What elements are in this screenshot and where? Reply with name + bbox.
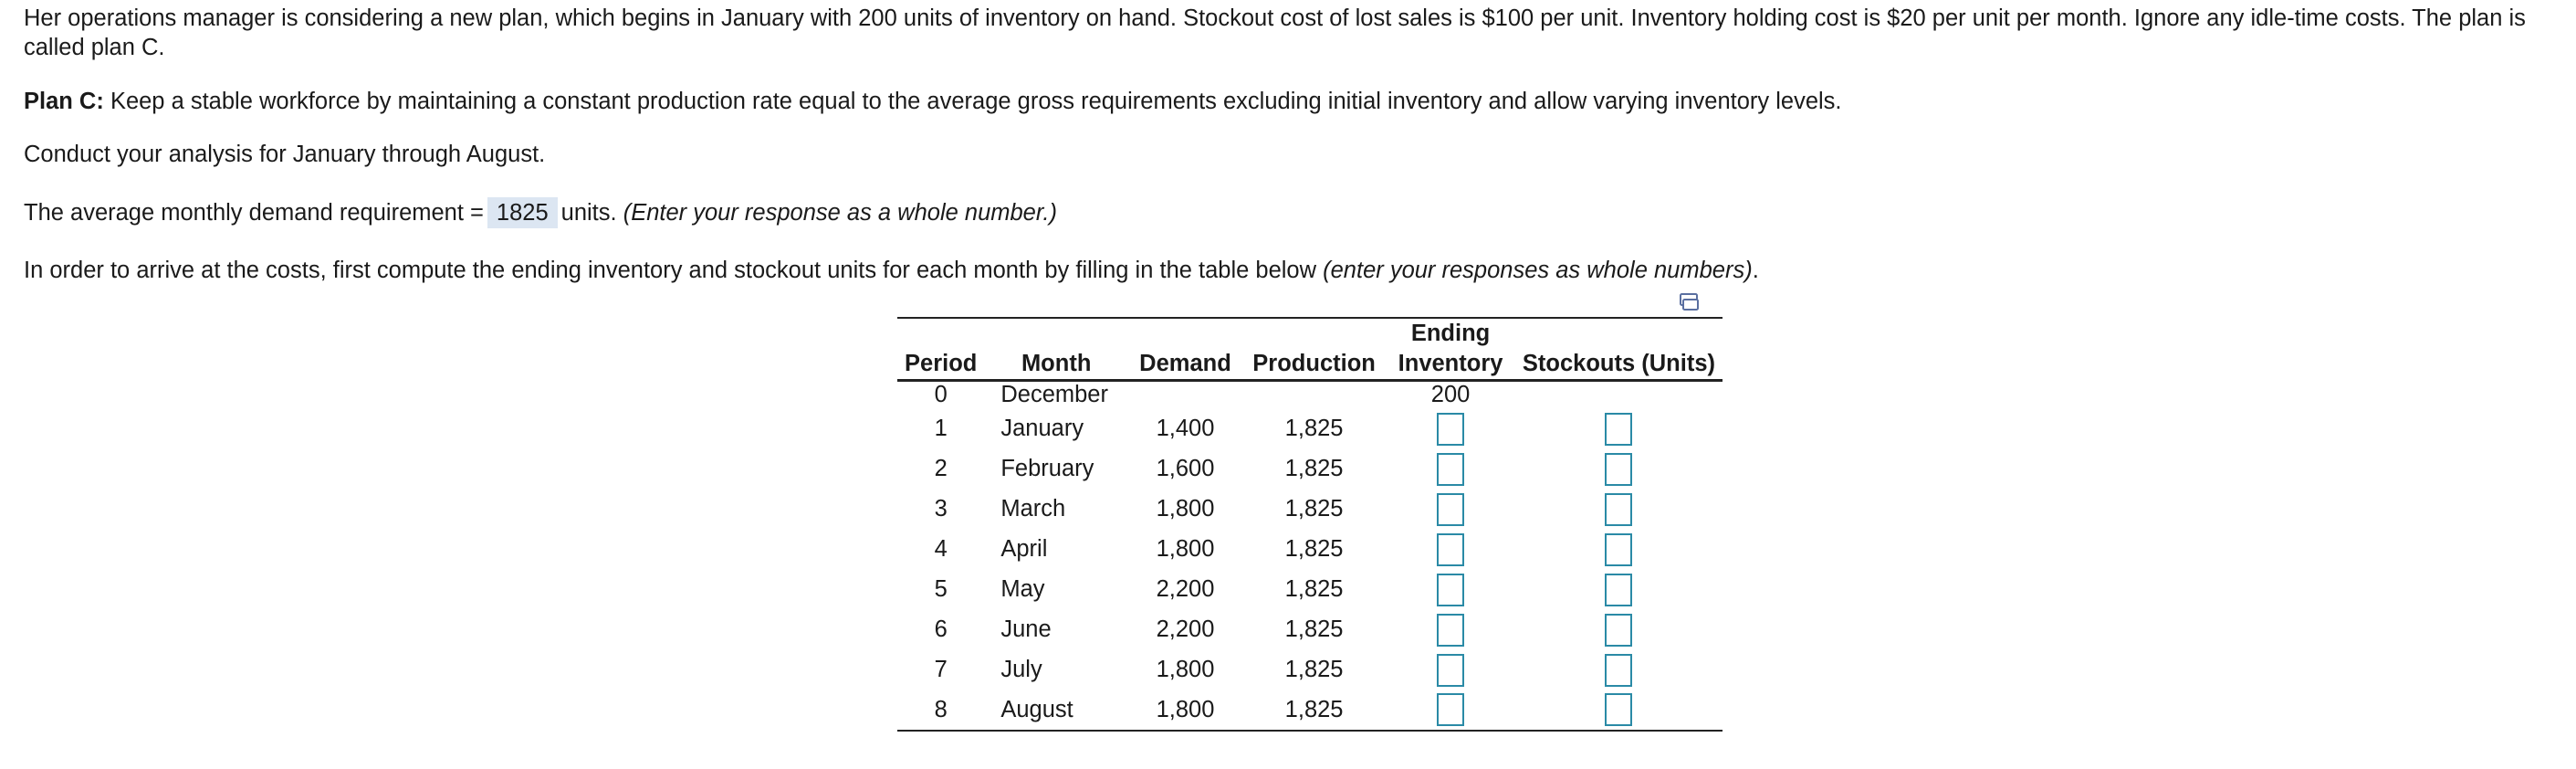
ending-inventory-input[interactable]	[1437, 574, 1464, 606]
demand-cell: 1,600	[1156, 456, 1215, 481]
period-cell: 0	[934, 382, 948, 408]
table-row	[897, 449, 1723, 490]
period-cell: 2	[934, 456, 948, 481]
production-cell: 1,825	[1284, 616, 1344, 642]
stockouts-input[interactable]	[1605, 574, 1632, 606]
header-production: Production	[1242, 349, 1386, 381]
ending-inventory-input[interactable]	[1437, 493, 1464, 526]
stockouts-input[interactable]	[1605, 614, 1632, 647]
average-hint: (Enter your response as a whole number.)	[623, 200, 1057, 226]
instruction-text: In order to arrive at the costs, first compute the ending inventory and stockout units for each month by filling in the table below	[24, 258, 1317, 283]
plan-text: Keep a stable workforce by maintaining a constant production rate equal to the average gross requirements excluding initial inventory and allow varying inventory levels.	[110, 89, 1842, 114]
demand-cell: 1,800	[1156, 496, 1215, 521]
period-cell: 6	[934, 616, 948, 642]
ending-inventory-input[interactable]	[1437, 533, 1464, 566]
demand-cell: 1,800	[1156, 657, 1215, 682]
stockouts-input[interactable]	[1605, 693, 1632, 726]
month-cell: February	[1000, 456, 1094, 481]
production-cell: 1,825	[1284, 657, 1344, 682]
analysis-text: Conduct your analysis for January through August.	[24, 142, 546, 167]
ending-inventory-input[interactable]	[1437, 413, 1464, 446]
production-cell: 1,825	[1284, 416, 1344, 441]
header-ending: Ending	[1386, 318, 1515, 349]
table-row	[897, 409, 1723, 449]
stockouts-input[interactable]	[1605, 493, 1632, 526]
production-cell: 1,825	[1284, 576, 1344, 602]
header-month: Month	[984, 349, 1128, 381]
table-row	[897, 610, 1723, 650]
plan-paragraph	[24, 87, 1842, 116]
intro-line-1: Her operations manager is considering a new plan, which begins in January with 200 units of inventory on hand. Stockout cost of lost sales is $100 per unit. Inventory holding cost is $20 per unit per month. Ignore any idle-time costs. The plan is	[24, 5, 2526, 31]
table-header-row	[897, 349, 1723, 381]
initial-inventory-cell: 200	[1430, 382, 1471, 408]
demand-cell: 2,200	[1156, 576, 1215, 602]
table-row	[897, 530, 1723, 570]
production-cell: 1,825	[1242, 690, 1386, 731]
month-cell: March	[1000, 496, 1066, 521]
demand-cell: 2,200	[1156, 616, 1215, 642]
month-cell: July	[1000, 657, 1042, 682]
average-demand-line	[24, 197, 1057, 228]
period-cell: 3	[934, 496, 948, 521]
stockouts-input[interactable]	[1605, 413, 1632, 446]
month-cell: May	[1000, 576, 1045, 602]
instruction-end: .	[1752, 258, 1759, 283]
intro-line-2: called plan C.	[24, 35, 165, 60]
header-period: Period	[897, 349, 984, 381]
month-cell: June	[1000, 616, 1052, 642]
stockouts-input[interactable]	[1605, 533, 1632, 566]
period-cell: 1	[934, 416, 948, 441]
table-row	[897, 690, 1723, 731]
header-inventory: Inventory	[1386, 349, 1515, 381]
production-cell: 1,825	[1284, 536, 1344, 562]
ending-inventory-input[interactable]	[1437, 453, 1464, 486]
table-header-row-top	[897, 318, 1723, 349]
expand-table-icon[interactable]	[1678, 292, 1702, 312]
table-row	[897, 650, 1723, 690]
period-cell: 8	[897, 690, 984, 731]
period-cell: 4	[934, 536, 948, 562]
stockouts-input[interactable]	[1605, 654, 1632, 687]
average-prefix: The average monthly demand requirement =	[24, 200, 484, 226]
table-row	[897, 570, 1723, 610]
stockouts-input[interactable]	[1605, 453, 1632, 486]
demand-cell: 1,400	[1156, 416, 1215, 441]
plan-label: Plan C:	[24, 89, 104, 114]
ending-inventory-input[interactable]	[1437, 614, 1464, 647]
inventory-table	[897, 317, 1723, 732]
month-cell: August	[984, 690, 1128, 731]
intro-paragraph	[24, 4, 2526, 62]
instruction-line	[24, 256, 1759, 285]
average-demand-answer[interactable]: 1825	[487, 197, 558, 228]
month-cell: January	[1000, 416, 1084, 441]
demand-cell: 1,800	[1128, 690, 1242, 731]
period-cell: 7	[934, 657, 948, 682]
demand-cell: 1,800	[1156, 536, 1215, 562]
instruction-hint: (enter your responses as whole numbers)	[1323, 258, 1753, 283]
month-cell: December	[1000, 382, 1108, 408]
production-cell: 1,825	[1284, 496, 1344, 521]
table-row	[897, 490, 1723, 530]
month-cell: April	[1000, 536, 1048, 562]
header-demand: Demand	[1128, 349, 1242, 381]
production-cell: 1,825	[1284, 456, 1344, 481]
header-stockouts: Stockouts (Units)	[1515, 349, 1723, 381]
average-suffix: units.	[560, 200, 617, 226]
ending-inventory-input[interactable]	[1437, 654, 1464, 687]
table-row-initial	[897, 381, 1723, 409]
ending-inventory-input[interactable]	[1437, 693, 1464, 726]
period-cell: 5	[934, 576, 948, 602]
